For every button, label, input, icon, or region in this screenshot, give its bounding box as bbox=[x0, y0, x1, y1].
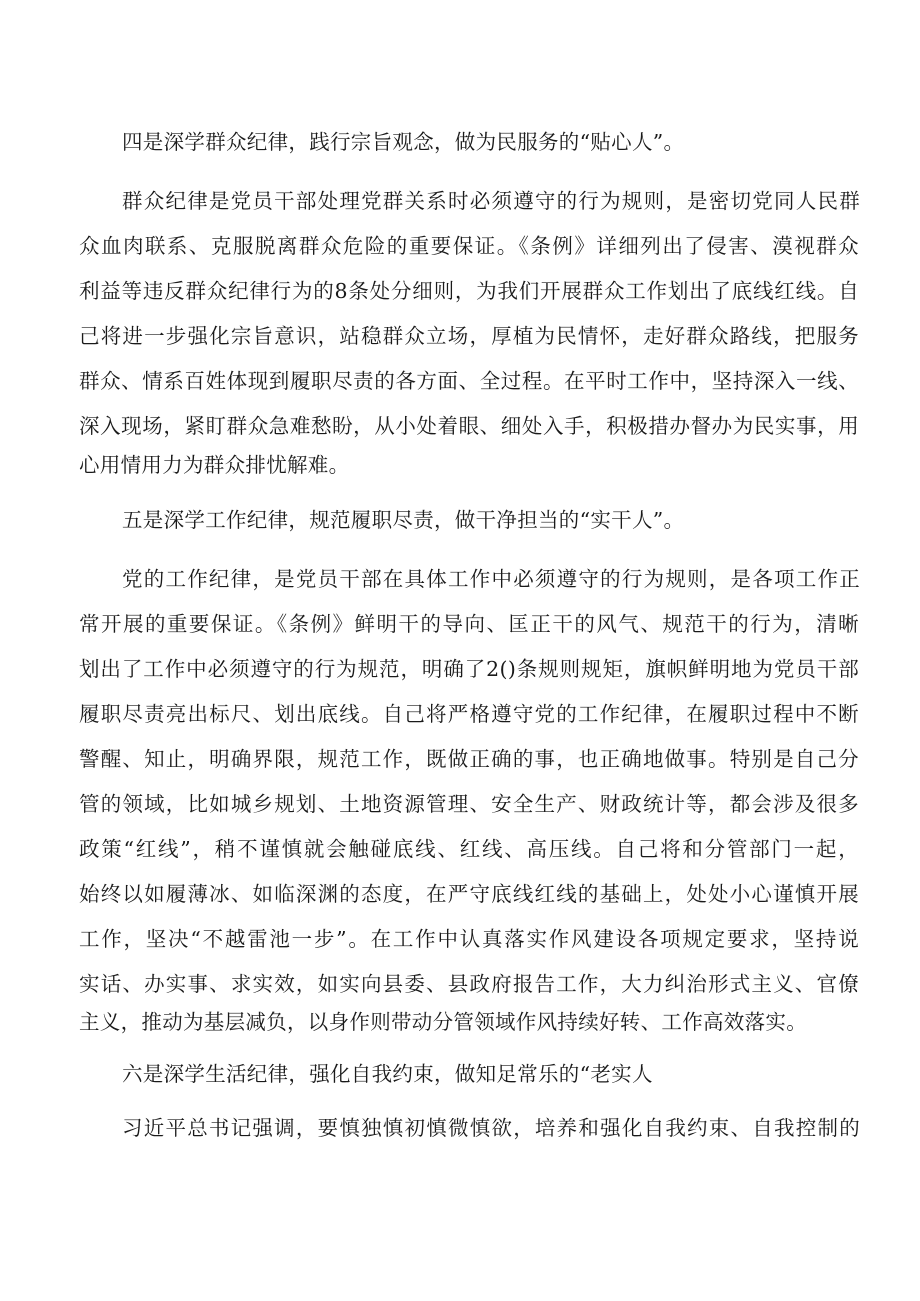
paragraph-4-line-1: 党的工作纪律，是党员干部在具体工作中必须遵守的行为规则，是各项工作正 bbox=[122, 567, 860, 591]
paragraph-6-line-1: 习近平总书记强调，要慎独慎初慎微慎欲，培养和强化自我约束、自我控制的 bbox=[122, 1116, 860, 1140]
paragraph-2-line-1: 群众纪律是党员干部处理党群关系时必须遵守的行为规则，是密切党同人民群 bbox=[122, 189, 860, 213]
paragraph-2-line-6: 深入现场，紧盯群众急难愁盼，从小处着眼、细处入手，积极措办督办为民实事，用 bbox=[79, 414, 859, 438]
paragraph-2-line-4: 己将进一步强化宗旨意识，站稳群众立场，厚植为民情怀，走好群众路线，把服务 bbox=[79, 324, 859, 348]
paragraph-1-line-1: 四是深学群众纪律，践行宗旨观念，做为民服务的“贴心人”。 bbox=[122, 130, 685, 154]
paragraph-4-line-5: 警醒、知止，明确界限，规范工作，既做正确的事，也正确地做事。特别是自己分 bbox=[79, 747, 859, 771]
paragraph-4-line-7: 政策“红线”，稍不谨慎就会触碰底线、红线、高压线。自己将和分管部门一起， bbox=[79, 837, 859, 861]
paragraph-4-line-9: 工作，坚决“不越雷池一步”。在工作中认真落实作风建设各项规定要求，坚持说 bbox=[79, 927, 859, 951]
paragraph-2-line-2: 众血肉联系、克服脱离群众危险的重要保证。《条例》详细列出了侵害、漠视群众 bbox=[79, 234, 859, 258]
paragraph-4-line-11: 主义，推动为基层减负，以身作则带动分管领域作风持续好转、工作高效落实。 bbox=[79, 1010, 807, 1034]
paragraph-4-line-2: 常开展的重要保证。《条例》鲜明干的导向、匡正干的风气、规范干的行为，清晰 bbox=[79, 612, 859, 636]
paragraph-4-line-8: 始终以如履薄冰、如临深渊的态度，在严守底线红线的基础上，处处小心谨慎开展 bbox=[79, 882, 859, 906]
paragraph-2-line-7: 心用情用力为群众排忧解难。 bbox=[79, 453, 350, 477]
paragraph-3-line-1: 五是深学工作纪律，规范履职尽责，做干净担当的“实干人”。 bbox=[122, 508, 685, 532]
paragraph-2-line-3: 利益等违反群众纪律行为的8条处分细则，为我们开展群众工作划出了底线红线。自 bbox=[79, 279, 859, 303]
paragraph-4-line-6: 管的领域，比如城乡规划、土地资源管理、安全生产、财政统计等，都会涉及很多 bbox=[79, 792, 859, 816]
paragraph-4-line-10: 实话、办实事、求实效，如实向县委、县政府报告工作，大力纠治形式主义、官僚 bbox=[79, 972, 859, 996]
paragraph-2-line-5: 群众、情系百姓体现到履职尽责的各方面、全过程。在平时工作中，坚持深入一线、 bbox=[79, 369, 859, 393]
paragraph-5-line-1: 六是深学生活纪律，强化自我约束，做知足常乐的“老实人 bbox=[122, 1062, 653, 1086]
paragraph-4-line-3: 划出了工作中必须遵守的行为规范，明确了2()条规则规矩，旗帜鲜明地为党员干部 bbox=[79, 657, 859, 681]
paragraph-4-line-4: 履职尽责亮出标尺、划出底线。自己将严格遵守党的工作纪律，在履职过程中不断 bbox=[79, 702, 859, 726]
